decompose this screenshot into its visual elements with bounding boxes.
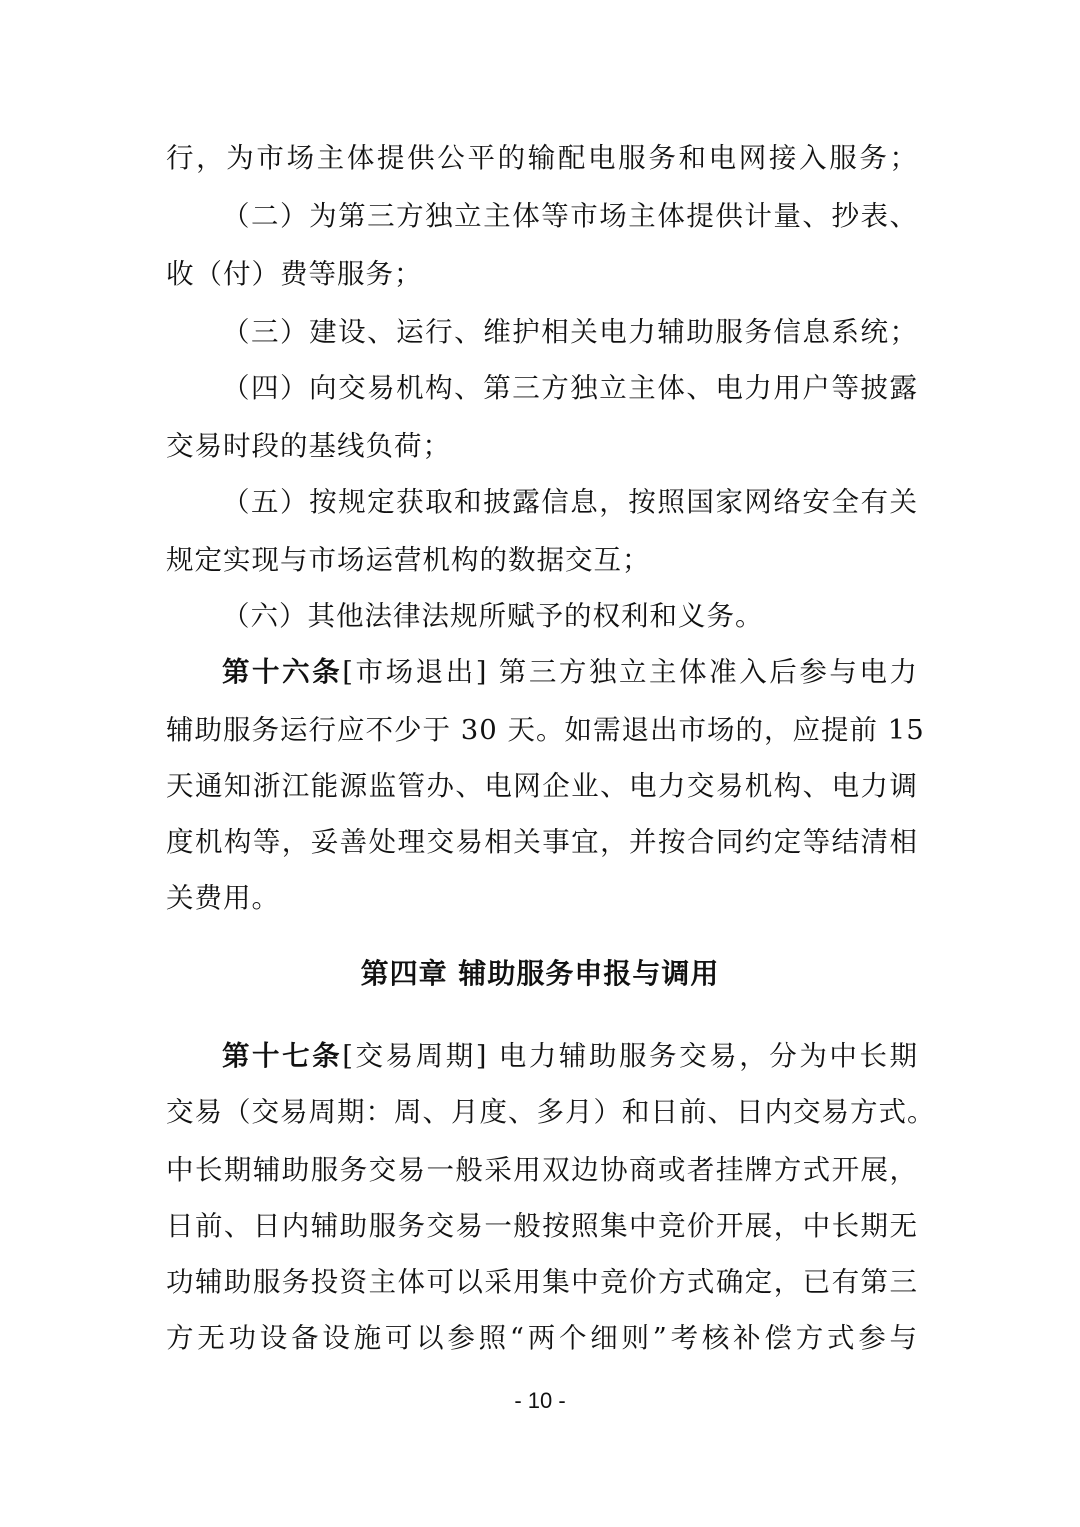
article-16-line-5: 关费用。 bbox=[166, 882, 280, 914]
article-17-line-3: 中长期辅助服务交易一般采用双边协商或者挂牌方式开展， bbox=[166, 1154, 918, 1186]
list-item-2-line-1: （二）为第三方独立主体等市场主体提供计量、抄表、 bbox=[222, 200, 918, 232]
article-16-label: 第十六条 bbox=[222, 656, 343, 688]
article-16-line-2: 辅助服务运行应不少于 30 天。如需退出市场的，应提前 15 bbox=[166, 714, 925, 746]
list-item-6: （六）其他法律法规所赋予的权利和义务。 bbox=[222, 600, 764, 632]
list-item-5-line-2: 规定实现与市场运营机构的数据交互； bbox=[166, 544, 651, 576]
chapter-heading: 第四章 辅助服务申报与调用 bbox=[360, 957, 720, 990]
list-item-4-line-2: 交易时段的基线负荷； bbox=[166, 430, 451, 462]
list-item-2-line-2: 收（付）费等服务； bbox=[166, 258, 423, 290]
article-16-first-line: [市场退出] 第三方独立主体准入后参与电力 bbox=[342, 656, 919, 688]
body-line: 行，为市场主体提供公平的输配电服务和电网接入服务； bbox=[166, 142, 918, 174]
list-item-5-line-1: （五）按规定获取和披露信息，按照国家网络安全有关 bbox=[222, 486, 918, 518]
article-17-line-5: 功辅助服务投资主体可以采用集中竞价方式确定，已有第三 bbox=[166, 1266, 918, 1298]
article-17-line-4: 日前、日内辅助服务交易一般按照集中竞价开展，中长期无 bbox=[166, 1210, 918, 1242]
article-16-line-1 bbox=[222, 652, 918, 692]
article-17-line-2: 交易（交易周期：周、月度、多月）和日前、日内交易方式。 bbox=[166, 1096, 936, 1128]
page-number: - 10 - bbox=[514, 1388, 566, 1413]
article-17-line-1 bbox=[222, 1036, 918, 1076]
article-17-first-line: [交易周期] 电力辅助服务交易，分为中长期 bbox=[342, 1040, 919, 1072]
article-16-line-3: 天通知浙江能源监管办、电网企业、电力交易机构、电力调 bbox=[166, 770, 918, 802]
list-item-4-line-1: （四）向交易机构、第三方独立主体、电力用户等披露 bbox=[222, 372, 918, 404]
article-17-line-6: 方无功设备设施可以参照“两个细则”考核补偿方式参与 bbox=[166, 1322, 918, 1354]
list-item-3: （三）建设、运行、维护相关电力辅助服务信息系统； bbox=[222, 316, 918, 348]
article-16-line-4: 度机构等，妥善处理交易相关事宜，并按合同约定等结清相 bbox=[166, 826, 918, 858]
article-17-label: 第十七条 bbox=[222, 1040, 343, 1072]
